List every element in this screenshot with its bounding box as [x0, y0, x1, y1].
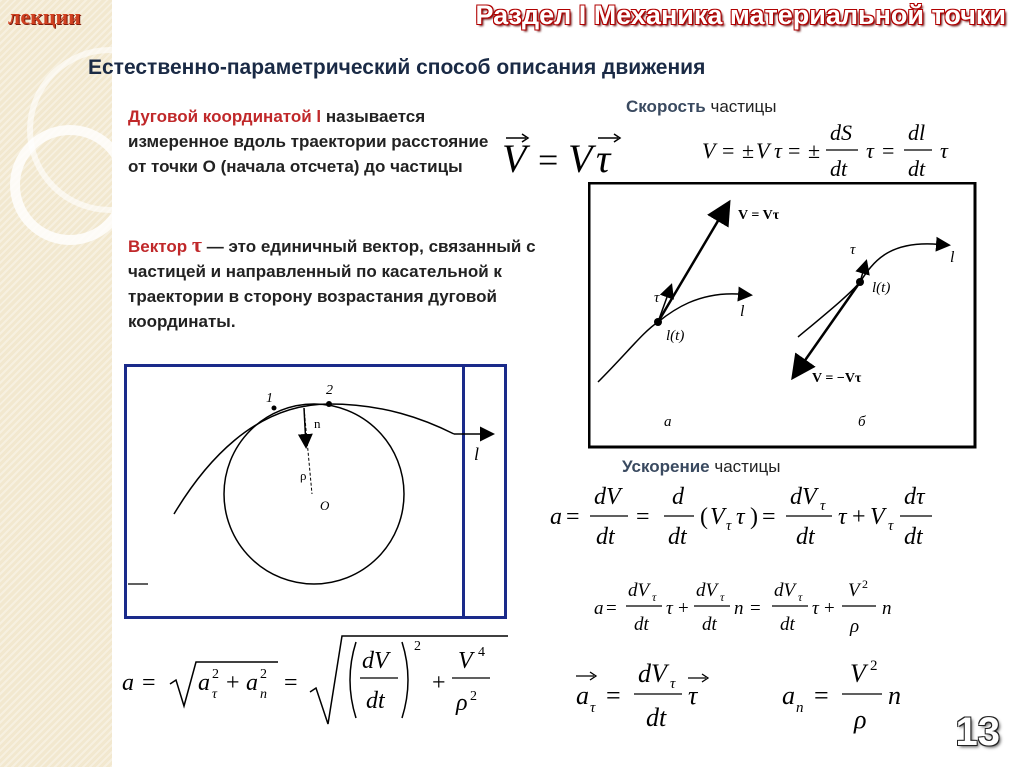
svg-text:τ: τ — [212, 687, 218, 702]
svg-text:ρ: ρ — [456, 690, 468, 716]
svg-text:τ: τ — [666, 598, 673, 619]
curvature-figure — [124, 364, 508, 620]
svg-text:=: = — [566, 504, 580, 530]
svg-text:τ: τ — [774, 138, 782, 163]
velocity-vector-formula — [500, 128, 630, 188]
svg-text:=: = — [750, 598, 761, 619]
svg-text:ρ: ρ — [850, 616, 860, 637]
svg-text:τ: τ — [652, 590, 657, 604]
acceleration-magnitude-formula — [118, 632, 518, 732]
svg-text:(: ( — [700, 504, 708, 530]
svg-text:dV: dV — [638, 659, 667, 688]
svg-text:τ: τ — [596, 136, 611, 181]
svg-text:dl: dl — [908, 120, 926, 145]
svg-text:τ: τ — [590, 700, 596, 716]
tangential-acceleration-formula — [572, 652, 732, 742]
velocity-label-rest: частицы — [705, 97, 777, 116]
velocity-label: Скорость — [626, 97, 706, 116]
lectures-label: лекции — [8, 4, 81, 29]
arc-definition-text: называется измеренное вдоль траектории расстояние от точки О (начала отсчета) до частицы — [128, 107, 489, 176]
decorative-sidebar — [0, 0, 112, 767]
svg-text:V: V — [870, 504, 885, 530]
l-label-b: l — [950, 249, 955, 266]
tau-symbol: τ — [191, 232, 202, 257]
svg-text:=: = — [762, 504, 776, 530]
svg-text:±: ± — [808, 138, 821, 163]
svg-text:2: 2 — [414, 639, 421, 654]
svg-text:=: = — [606, 681, 621, 710]
svg-text:=: = — [538, 140, 559, 180]
svg-text:2: 2 — [862, 577, 868, 591]
svg-text:): ) — [750, 504, 758, 530]
svg-text:=: = — [788, 138, 801, 163]
arc-term: Дуговой координатой l — [128, 107, 322, 126]
figure-frame — [589, 183, 975, 447]
svg-text:τ: τ — [866, 138, 874, 163]
panel-a-label: а — [664, 414, 672, 430]
svg-text:dV: dV — [628, 580, 650, 601]
rho-label: ρ — [300, 468, 307, 483]
svg-text:n: n — [888, 681, 901, 710]
v-neg-label: V = −Vτ — [812, 371, 862, 386]
svg-text:+: + — [678, 598, 689, 619]
svg-text:a: a — [782, 681, 795, 710]
svg-text:dV: dV — [696, 580, 718, 601]
svg-text:4: 4 — [478, 645, 485, 660]
svg-text:=: = — [882, 138, 895, 163]
vector-term: Вектор — [128, 237, 188, 256]
svg-text:a: a — [198, 670, 210, 696]
svg-text:τ: τ — [798, 590, 803, 604]
svg-text:±: ± — [742, 138, 755, 163]
svg-text:=: = — [142, 670, 156, 696]
center-label: O — [320, 498, 330, 513]
svg-text:=: = — [722, 138, 735, 163]
svg-text:=: = — [606, 598, 617, 619]
svg-text:τ: τ — [720, 590, 725, 604]
svg-text:V: V — [568, 136, 593, 181]
svg-text:dV: dV — [790, 484, 817, 510]
svg-text:dt: dt — [646, 703, 667, 732]
svg-text:a: a — [550, 504, 562, 530]
svg-text:dt: dt — [780, 614, 795, 635]
velocity-header — [626, 97, 777, 117]
normal-acceleration-formula — [778, 652, 928, 742]
svg-text:dV: dV — [594, 484, 621, 510]
svg-text:n: n — [260, 687, 267, 702]
svg-text:=: = — [814, 681, 829, 710]
lt-label-a: l(t) — [666, 328, 685, 344]
svg-text:V: V — [458, 648, 473, 674]
curve-l-label: l — [474, 444, 480, 464]
svg-text:a: a — [576, 681, 589, 710]
svg-text:dt: dt — [596, 524, 615, 550]
svg-text:2: 2 — [470, 689, 477, 704]
velocity-scalar-formula — [700, 118, 990, 186]
svg-text:2: 2 — [260, 667, 267, 682]
svg-text:V: V — [502, 136, 527, 181]
svg-text:2: 2 — [212, 667, 219, 682]
svg-text:τ: τ — [820, 498, 826, 514]
svg-text:n: n — [734, 598, 744, 619]
tau-label-a: τ — [654, 290, 660, 306]
svg-text:dt: dt — [904, 524, 923, 550]
svg-text:a: a — [122, 670, 134, 696]
svg-text:V: V — [850, 659, 866, 688]
svg-text:dt: dt — [366, 688, 385, 714]
svg-text:τ: τ — [940, 138, 948, 163]
svg-text:dV: dV — [774, 580, 796, 601]
slide-title: Естественно-параметрический способ описания движения — [88, 56, 706, 79]
svg-text:τ: τ — [888, 518, 894, 534]
page-number: 13 — [955, 710, 1000, 754]
acceleration-formula-1 — [548, 478, 958, 558]
svg-text:dV: dV — [362, 648, 389, 674]
panel-b-label: б — [858, 414, 866, 430]
svg-text:τ: τ — [812, 598, 819, 619]
svg-text:τ: τ — [688, 681, 698, 710]
svg-text:+: + — [852, 504, 866, 530]
svg-text:a: a — [246, 670, 258, 696]
svg-text:τ: τ — [838, 504, 847, 530]
svg-text:ρ: ρ — [854, 705, 867, 734]
point-1-label: 1 — [266, 391, 273, 406]
svg-text:τ: τ — [736, 504, 745, 530]
acceleration-formula-2 — [592, 574, 952, 646]
point-2-label: 2 — [326, 383, 333, 398]
svg-text:dt: dt — [796, 524, 815, 550]
l-label-a: l — [740, 303, 745, 320]
lt-label-b: l(t) — [872, 280, 891, 296]
svg-text:dt: dt — [634, 614, 649, 635]
v-pos-label: V = Vτ — [738, 208, 780, 223]
vector-definition-text: — это единичный вектор, связанный с частицей и направленный по касательной к траектории в сторону возрастания дуговой координаты. — [128, 237, 536, 331]
tau-label-b: τ — [850, 242, 856, 258]
svg-text:+: + — [432, 670, 446, 696]
acceleration-label: Ускорение — [622, 457, 710, 476]
svg-text:dt: dt — [668, 524, 687, 550]
svg-text:V: V — [756, 138, 770, 163]
svg-text:dt: dt — [702, 614, 717, 635]
arc-coordinate-definition — [128, 104, 503, 179]
tau-vector-definition — [128, 232, 538, 334]
acceleration-header — [622, 457, 780, 477]
svg-text:2: 2 — [870, 658, 878, 674]
svg-text:dτ: dτ — [904, 484, 925, 510]
velocity-figure — [588, 182, 978, 450]
svg-text:τ: τ — [726, 518, 732, 534]
svg-text:n: n — [882, 598, 892, 619]
svg-text:n: n — [796, 700, 804, 716]
svg-text:+: + — [226, 670, 240, 696]
svg-text:d: d — [672, 484, 684, 510]
acceleration-label-rest: частицы — [709, 457, 781, 476]
svg-text:dt: dt — [830, 156, 848, 181]
svg-text:dS: dS — [830, 120, 852, 145]
sidebar-ornament — [0, 0, 112, 767]
section-title: Раздел I Механика материальной точки — [475, 0, 1006, 30]
svg-text:=: = — [636, 504, 650, 530]
svg-text:V: V — [710, 504, 725, 530]
svg-text:a: a — [594, 598, 604, 619]
svg-text:=: = — [284, 670, 298, 696]
svg-text:τ: τ — [670, 676, 676, 692]
svg-text:V: V — [702, 138, 716, 163]
normal-label: n — [314, 416, 321, 431]
svg-text:V: V — [848, 580, 860, 601]
svg-text:dt: dt — [908, 156, 926, 181]
svg-text:+: + — [824, 598, 835, 619]
